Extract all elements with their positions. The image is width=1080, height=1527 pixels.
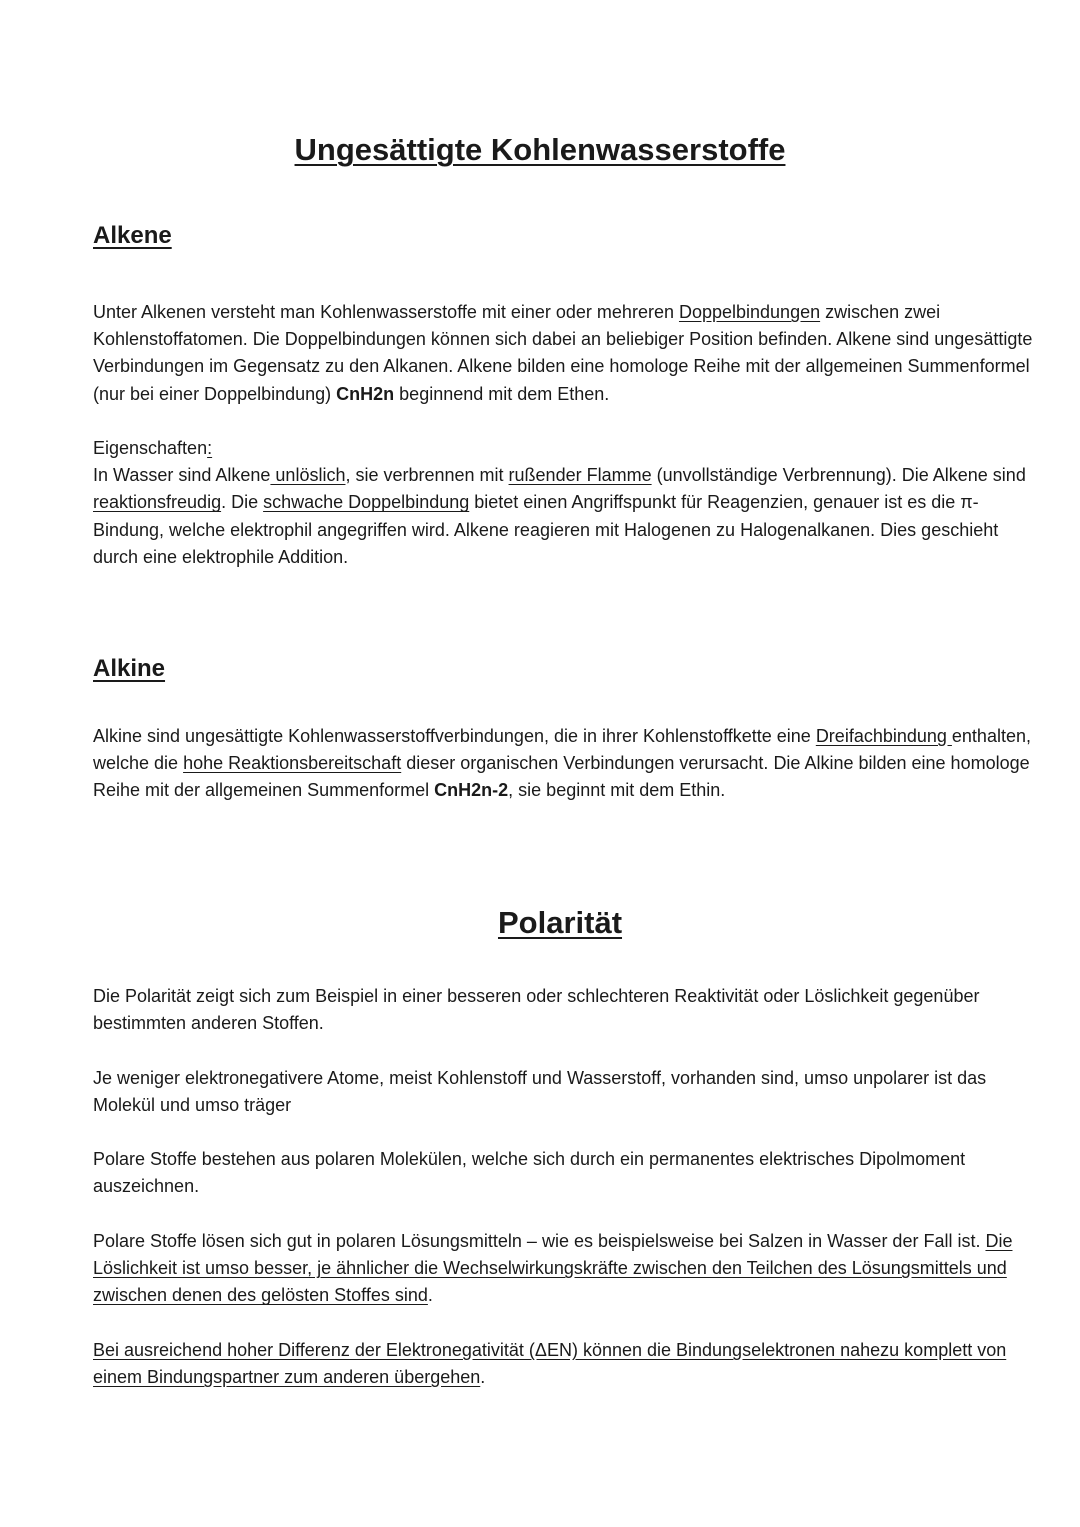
underlined-term: rußender Flamme <box>508 465 652 486</box>
underlined-term: Doppelbindungen <box>678 302 821 322</box>
text-run: bietet einen Angriffspunkt für Reagenzien, genauer ist es die π-Bindung, welche elektrophil angegriffen wird. Alkene reagieren mit Halogenen zu Halogenalkanen. Dies geschieht durch eine elektrophile Addition. <box>93 492 999 567</box>
text-run: , sie beginnt mit dem Ethin. <box>508 780 726 801</box>
paragraph-alkene-intro <box>93 299 1033 408</box>
text-run: . <box>427 1285 433 1306</box>
properties-label: Eigenschaften <box>93 438 208 458</box>
underlined-statement: Bei ausreichend hoher Differenz der Elektronegativität (ΔEN) können die Bindungselektronen nahezu komplett von einem Bindungspartner zum anderen übergehen <box>93 1340 1007 1388</box>
paragraph-polaritaet-2: Je weniger elektronegativere Atome, meist Kohlenstoff und Wasserstoff, vorhanden sind, umso unpolarer ist das Molekül und umso träger <box>93 1068 987 1116</box>
paragraph-polaritaet-5 <box>93 1337 1033 1391</box>
properties-label-colon: : <box>207 438 213 458</box>
formula-alkine: CnH2n-2 <box>434 780 509 801</box>
underlined-term: hohe Reaktionsbereitschaft <box>183 753 402 774</box>
formula-alkene: CnH2n <box>336 383 395 404</box>
heading-polaritaet: Polarität <box>497 905 623 940</box>
paragraph-polaritaet-4 <box>93 1228 1033 1310</box>
text-run: dieser organischen Verbindungen verursacht. Die Alkine bilden eine homologe Reihe mit der allgemeinen Summenformel <box>93 753 1030 801</box>
text-run: enthalten, welche die <box>93 726 1031 774</box>
text-run: (unvollständige Verbrennung). Die Alkene sind <box>651 465 1026 486</box>
text-run: , sie verbrennen mit <box>345 465 509 486</box>
text-run: . <box>480 1367 486 1388</box>
underlined-term: schwache Doppelbindung <box>263 492 470 513</box>
paragraph-alkene-properties <box>93 435 1033 571</box>
underlined-term: reaktionsfreudig <box>93 492 222 513</box>
text-run: Alkine sind ungesättigte Kohlenwasserstoffverbindungen, die in ihrer Kohlenstoffkette eine <box>93 726 816 746</box>
text-run: In Wasser sind Alkene <box>93 465 271 486</box>
underlined-statement: Die Löslichkeit ist umso besser, je ähnlicher die Wechselwirkungskräfte zwischen den Teilchen des Lösungsmittels und zwischen denen des gelösten Stoffes sind <box>93 1231 1013 1306</box>
heading-alkene: Alkene <box>93 222 172 249</box>
underlined-term: Dreifachbindung <box>815 726 952 746</box>
page-title: Ungesättigte Kohlenwasserstoffe <box>294 132 786 167</box>
text-run: Polare Stoffe lösen sich gut in polaren Lösungsmitteln – wie es beispielsweise bei Salzen in Wasser der Fall ist. <box>93 1231 986 1251</box>
paragraph-polaritaet-1: Die Polarität zeigt sich zum Beispiel in einer besseren oder schlechteren Reaktivität oder Löslichkeit gegenüber bestimmten anderen Stoffen. <box>93 986 980 1034</box>
text-run: Unter Alkenen versteht man Kohlenwasserstoffe mit einer oder mehreren <box>93 302 679 322</box>
underlined-term: unlöslich <box>270 465 346 486</box>
text-run: . Die <box>221 492 264 513</box>
text-run: zwischen zwei Kohlenstoffatomen. Die Doppelbindungen können sich dabei an beliebiger Position befinden. Alkene sind ungesättigte Verbindungen im Gegensatz zu den Alkanen. Alkene bilden eine homologe Reihe mit der allgemeinen Summenformel (nur bei einer Doppelbindung) <box>93 302 1033 404</box>
heading-alkine: Alkine <box>93 655 166 682</box>
text-run: beginnend mit dem Ethen. <box>394 383 610 404</box>
paragraph-polaritaet-3: Polare Stoffe bestehen aus polaren Molekülen, welche sich durch ein permanentes elektrisches Dipolmoment auszeichnen. <box>93 1149 966 1197</box>
paragraph-alkine <box>93 723 1033 805</box>
